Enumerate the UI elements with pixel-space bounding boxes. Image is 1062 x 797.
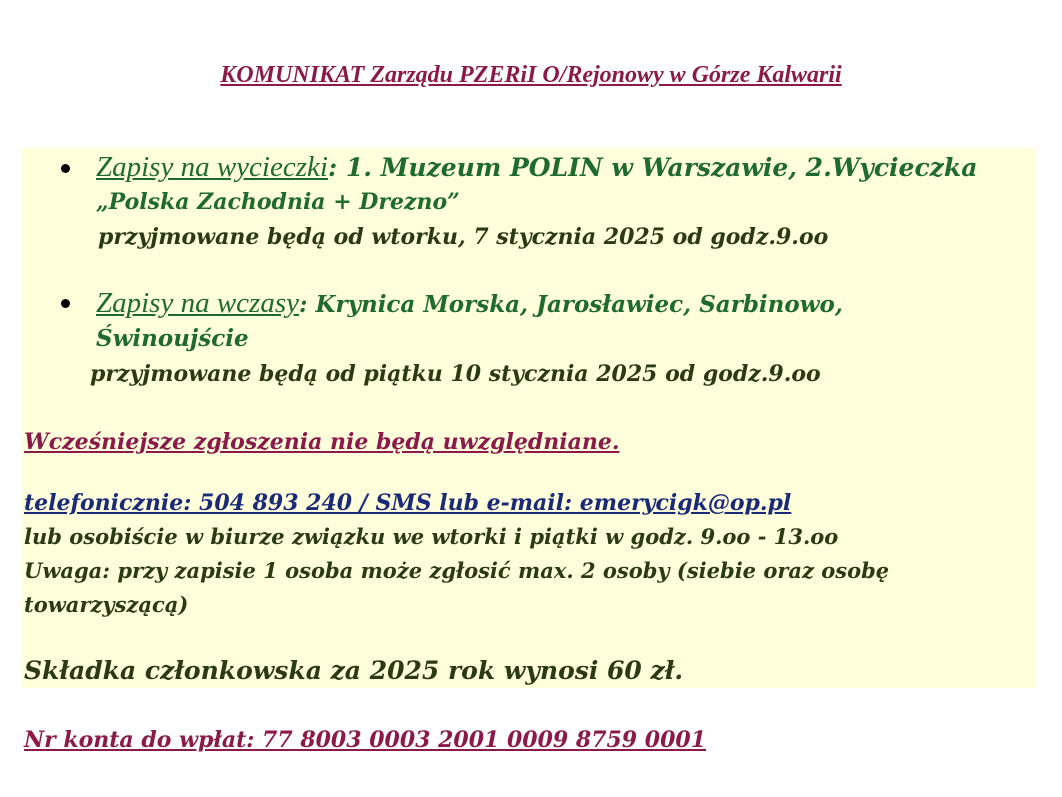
trips-line-2: „Polska Zachodnia + Drezno” bbox=[96, 189, 460, 215]
holidays-label: Zapisy na wczasy bbox=[96, 287, 299, 319]
holidays-line-2: Świnoujście bbox=[96, 325, 249, 352]
warning-line-2: towarzyszącą) bbox=[24, 592, 189, 617]
holidays-registration-date: przyjmowane będą od piątku 10 stycznia 2025 od godz.9.oo bbox=[90, 361, 821, 387]
contact-office-hours: lub osobiście w biurze związku we wtorki i piątki w godz. 9.oo - 13.oo bbox=[24, 524, 839, 549]
page-title: KOMUNIKAT Zarządu PZERiI O/Rejonowy w Górze Kalwarii bbox=[220, 62, 842, 88]
contact-phone-email[interactable]: telefonicznie: 504 893 240 / SMS lub e-mail: emerycigk@op.pl bbox=[24, 490, 792, 516]
trips-destinations: : 1. Muzeum POLIN w Warszawie, 2.Wycieczka bbox=[327, 153, 978, 182]
warning-line-1: Uwaga: przy zapisie 1 osoba może zgłosić max. 2 osoby (siebie oraz osobę bbox=[24, 558, 890, 583]
early-registration-notice: Wcześniejsze zgłoszenia nie będą uwzględniane. bbox=[24, 429, 620, 455]
holidays-line-1 bbox=[96, 286, 843, 322]
bank-account: Nr konta do wpłat: 77 8003 0003 2001 0009 8759 0001 bbox=[24, 727, 706, 753]
trips-registration-date: przyjmowane będą od wtorku, 7 stycznia 2025 od godz.9.oo bbox=[98, 224, 829, 250]
bullet-icon bbox=[61, 164, 70, 173]
trips-label: Zapisy na wycieczki bbox=[96, 151, 328, 183]
bullet-icon bbox=[61, 299, 70, 308]
holidays-destinations: : Krynica Morska, Jarosławiec, Sarbinowo, bbox=[299, 291, 843, 318]
trips-line-1 bbox=[96, 150, 977, 185]
membership-fee: Składka członkowska za 2025 rok wynosi 60 zł. bbox=[24, 656, 684, 685]
